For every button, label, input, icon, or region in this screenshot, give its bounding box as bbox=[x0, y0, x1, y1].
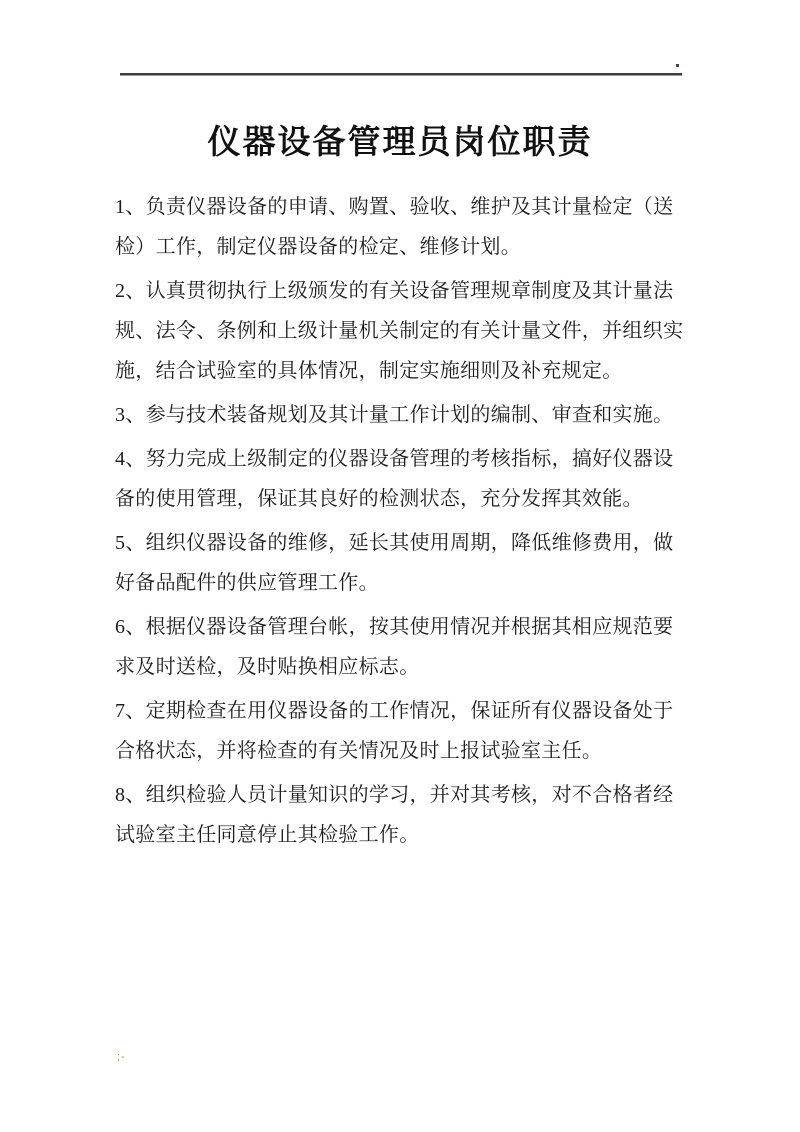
duty-item-2 bbox=[115, 271, 755, 391]
duty-item-1 bbox=[115, 187, 755, 267]
text-line: 2、认真贯彻执行上级颁发的有关设备管理规章制度及其计量法 bbox=[115, 280, 674, 302]
duty-item-5 bbox=[115, 523, 755, 603]
text-line: 求及时送检，及时贴换相应标志。 bbox=[115, 656, 420, 678]
duty-item-4 bbox=[115, 439, 755, 519]
text-line: 1、负责仪器设备的申请、购置、验收、维护及其计量检定（送 bbox=[115, 196, 674, 218]
duty-item-7 bbox=[115, 691, 755, 771]
text-line: 备的使用管理，保证其良好的检测状态，充分发挥其效能。 bbox=[115, 488, 643, 510]
header-rule bbox=[120, 73, 682, 76]
text-line: 合格状态，并将检查的有关情况及时上报试验室主任。 bbox=[115, 740, 603, 762]
text-line: 3、参与技术装备规划及其计量工作计划的编制、审查和实施。 bbox=[115, 404, 674, 426]
duty-item-6 bbox=[115, 607, 755, 687]
document-body bbox=[115, 187, 755, 859]
text-line: 检）工作，制定仪器设备的检定、维修计划。 bbox=[115, 236, 521, 258]
text-line: 好备品配件的供应管理工作。 bbox=[115, 572, 379, 594]
text-line: 施，结合试验室的具体情况，制定实施细则及补充规定。 bbox=[115, 360, 623, 382]
document-title: 仪器设备管理员岗位职责 bbox=[207, 123, 593, 161]
dot-artifact bbox=[676, 64, 679, 67]
text-line: 4、努力完成上级制定的仪器设备管理的考核指标，搞好仪器设 bbox=[115, 448, 674, 470]
text-line: 7、定期检查在用仪器设备的工作情况，保证所有仪器设备处于 bbox=[115, 700, 674, 722]
text-line: 6、根据仪器设备管理台帐，按其使用情况并根据其相应规范要 bbox=[115, 616, 674, 638]
text-line: 试验室主任同意停止其检验工作。 bbox=[115, 824, 420, 846]
text-line: 5、组织仪器设备的维修，延长其使用周期，降低维修费用，做 bbox=[115, 532, 674, 554]
duty-item-8 bbox=[115, 775, 755, 855]
text-line: 8、组织检验人员计量知识的学习，并对其考核，对不合格者经 bbox=[115, 784, 674, 806]
duty-item-3 bbox=[115, 395, 755, 435]
text-line: 规、法令、条例和上级计量机关制定的有关计量文件，并组织实 bbox=[115, 320, 684, 342]
footer-artifact: ;- bbox=[117, 1051, 126, 1063]
